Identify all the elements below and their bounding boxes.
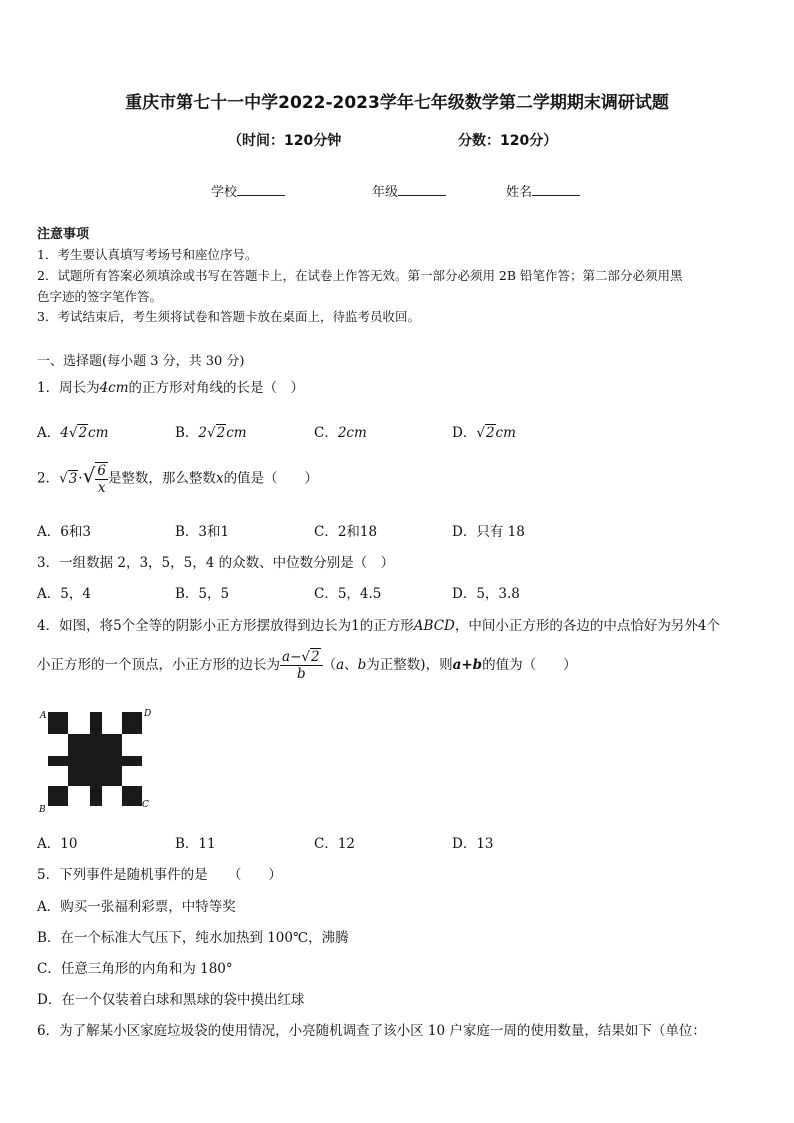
q2-var: x — [215, 470, 224, 487]
q5-option-d: D．在一个仅装着白球和黑球的袋中摸出红球 — [37, 992, 305, 1008]
option-unit: cm — [226, 425, 247, 441]
q5-option-c: C．任意三角形的内角和为 180° — [37, 961, 233, 977]
q1-suffix: 的正方形对角线的长是（ ） — [128, 380, 305, 396]
grade-label: 年级 — [372, 185, 399, 200]
option-radicand: 2 — [216, 425, 226, 441]
q1-option-d: D．√2cm — [452, 425, 516, 441]
q2-fraction — [95, 462, 108, 496]
option-label: A． — [37, 425, 61, 441]
white-region — [122, 766, 142, 786]
label-b: B — [39, 805, 46, 815]
q3-option-a: A．5，4 — [37, 586, 91, 602]
note-item: 2．试题所有答案必须填涂或书写在答题卡上，在试卷上作答无效。第一部分必须用 2B 铅笔作答；第二部分必须用黑 — [37, 268, 683, 283]
q4-option-d: D．13 — [452, 836, 494, 852]
option-coef: 4 — [60, 425, 69, 441]
q4-sep: 、 — [344, 657, 358, 674]
q5-option-a: A．购买一张福利彩票，中特等奖 — [37, 899, 236, 915]
name-blank — [532, 183, 580, 196]
label-d: D — [144, 709, 152, 719]
note-item: 色字迹的签字笔作答。 — [37, 289, 163, 304]
q2-dot: · — [78, 470, 83, 487]
q2-prefix: 2． — [37, 470, 60, 487]
question-3: 3．一组数据 2，3，5，5，4 的众数、中位数分别是（ ） — [37, 555, 395, 571]
grade-field — [372, 181, 446, 200]
q1-option-b: B．2√2cm — [175, 425, 247, 441]
label-c: C — [142, 800, 149, 810]
q4-denominator: b — [296, 666, 306, 683]
option-radicand: 2 — [485, 425, 495, 441]
q4-option-a: A．10 — [37, 836, 78, 852]
q4-num-radicand: 2 — [310, 649, 320, 665]
q4-text-c: 小正方形的一个顶点，小正方形的边长为 — [37, 657, 280, 674]
q1-perimeter: 4cm — [99, 380, 129, 396]
q2-radicand: 3 — [68, 470, 78, 487]
question-4-line1 — [37, 614, 720, 634]
question-5: 5．下列事件是随机事件的是 （ ） — [37, 867, 282, 883]
question-4-line2 — [37, 649, 577, 682]
white-region — [102, 786, 122, 806]
white-region — [48, 734, 68, 756]
q4-num-a: a — [282, 649, 291, 665]
name-field — [506, 181, 580, 200]
white-region — [102, 712, 122, 734]
school-field — [211, 181, 285, 200]
q4-expr: a+b — [452, 657, 483, 674]
label-a: A — [40, 711, 47, 721]
name-label: 姓名 — [506, 185, 533, 200]
school-label: 学校 — [211, 185, 238, 200]
option-radicand: 2 — [78, 425, 88, 441]
section-heading: 一、选择题(每小题 3 分，共 30 分) — [37, 354, 245, 369]
q4-var-b: b — [357, 657, 367, 674]
q4-text-d: （ — [322, 657, 337, 674]
option-unit: cm — [495, 425, 516, 441]
q4-text-e: 为正整数)，则 — [366, 657, 453, 674]
option-label: B． — [175, 425, 199, 441]
total-score: 分数：120分） — [458, 133, 558, 149]
exam-title: 重庆市第七十一中学2022-2023学年七年级数学第二学期期末调研试题 — [125, 93, 669, 113]
q5-option-b: B．在一个标准大气压下，纯水加热到 100℃，沸腾 — [37, 930, 349, 946]
q4-figure — [36, 706, 156, 818]
notes-heading: 注意事项 — [37, 227, 90, 242]
q4-fraction — [280, 649, 323, 682]
q4-text-b: ，中间小正方形的各边的中点恰好为另外4个 — [454, 618, 720, 634]
q4-option-b: B．11 — [175, 836, 216, 852]
q3-option-b: B．5，5 — [175, 586, 230, 602]
q2-option-c: C．2和18 — [314, 524, 378, 540]
option-label: D． — [452, 425, 477, 441]
q2-denominator: x — [97, 480, 106, 497]
q3-option-c: C．5，4.5 — [314, 586, 382, 602]
note-item: 3．考试结束后，考生须将试卷和答题卡放在桌面上，待监考员收回。 — [37, 309, 420, 324]
option-unit: cm — [88, 425, 109, 441]
school-blank — [237, 183, 285, 196]
q2-option-d: D．只有 18 — [452, 524, 525, 540]
q2-suffix: 的值是（ ） — [223, 470, 319, 487]
grade-blank — [398, 183, 446, 196]
q4-abcd: ABCD — [413, 618, 455, 634]
q2-option-b: B．3和1 — [175, 524, 230, 540]
q2-option-a: A．6和3 — [37, 524, 91, 540]
q1-prefix: 1．周长为 — [37, 380, 100, 396]
white-region — [68, 712, 90, 734]
q2-text: 是整数，那么整数 — [107, 470, 216, 487]
option-label: C． — [314, 425, 338, 441]
white-region — [68, 786, 90, 806]
q3-option-d: D．5，3.8 — [452, 586, 520, 602]
white-region — [122, 734, 142, 756]
white-region — [48, 766, 68, 786]
option-coef: 2 — [198, 425, 208, 441]
q4-numerator: a−√2 — [280, 649, 323, 666]
q2-numerator: 6 — [97, 463, 106, 479]
q4-text-a: 4．如图，将5个全等的阴影小正方形摆放得到边长为1的正方形 — [37, 618, 414, 634]
question-2: 2．√3·√ $\frac{6}{x}$ 是整数，那么整数x的值是（ ） — [37, 463, 319, 497]
q4-num-minus: − — [290, 649, 302, 665]
question-6: 6．为了解某小区家庭垃圾袋的使用情况，小亮随机调查了该小区 10 户家庭一周的使用数量，结果如下（单位： — [37, 1023, 706, 1039]
q1-option-c — [314, 421, 367, 441]
question-1 — [37, 376, 304, 396]
note-item: 1．考生要认真填写考场号和座位序号。 — [37, 247, 258, 262]
q4-var-a: a — [336, 657, 345, 674]
option-value: 2cm — [337, 425, 367, 441]
q1-option-a: A．4√2cm — [37, 425, 109, 441]
q4-option-c: C．12 — [314, 836, 356, 852]
time-limit: （时间：120分钟 — [228, 133, 342, 149]
q4-text-f: 的值为（ ） — [482, 657, 577, 674]
